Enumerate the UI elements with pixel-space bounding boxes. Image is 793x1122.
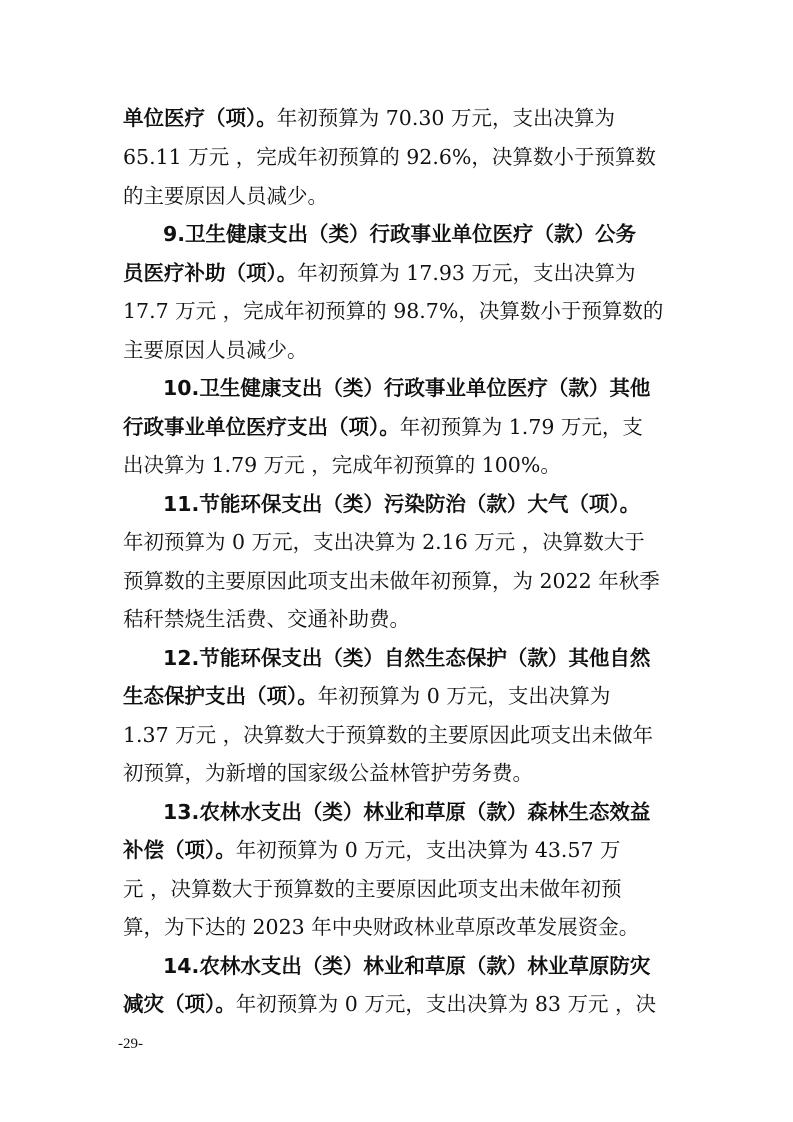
text-line xyxy=(123,990,678,1018)
text-line xyxy=(123,913,678,941)
bold-heading: 补偿（项）。 xyxy=(123,838,236,862)
bold-heading: 行政事业单位医疗支出（项）。 xyxy=(123,415,400,439)
body-text: 出决算为 1.79 万元 ，完成年初预算的 100%。 xyxy=(123,453,561,477)
body-text: 主要原因人员减少。 xyxy=(123,338,308,362)
text-line xyxy=(123,336,678,364)
bold-heading: 13.农林水支出（类）林业和草原（款）森林生态效益 xyxy=(163,800,651,824)
page-number: -29- xyxy=(118,1036,143,1052)
text-line xyxy=(163,644,678,672)
body-text: 1.37 万元 ，决算数大于预算数的主要原因此项支出未做年 xyxy=(123,723,654,747)
text-line xyxy=(123,759,678,787)
body-text: 初预算，为新增的国家级公益林管护劳务费。 xyxy=(123,761,533,785)
bold-heading: 员医疗补助（项）。 xyxy=(123,261,298,285)
text-line xyxy=(123,875,678,903)
body-text: 年初预算为 0 万元，支出决算为 43.57 万 xyxy=(235,838,621,862)
text-line xyxy=(123,297,678,325)
body-text: 年初预算为 0 万元，支出决算为 2.16 万元 ，决算数大于 xyxy=(123,530,645,554)
body-text: 年初预算为 17.93 万元，支出决算为 xyxy=(297,261,636,285)
bold-heading: 12.节能环保支出（类）自然生态保护（款）其他自然 xyxy=(163,646,651,670)
text-line xyxy=(123,143,678,171)
body-text: 年初预算为 1.79 万元，支 xyxy=(399,415,643,439)
body-text: 的主要原因人员减少。 xyxy=(123,184,328,208)
text-line xyxy=(123,259,678,287)
text-line xyxy=(123,451,678,479)
text-line xyxy=(123,182,678,210)
body-text: 算，为下达的 2023 年中央财政林业草原改革发展资金。 xyxy=(123,915,640,939)
body-text: 年初预算为 0 万元，支出决算为 xyxy=(317,684,611,708)
bold-heading: 生态保护支出（项）。 xyxy=(123,684,318,708)
text-line xyxy=(123,836,678,864)
text-line xyxy=(123,605,678,633)
bold-heading: 9.卫生健康支出（类）行政事业单位医疗（款）公务 xyxy=(163,222,637,246)
bold-heading: 减灾（项）。 xyxy=(123,992,236,1016)
body-text: 17.7 万元 ，完成年初预算的 98.7%，决算数小于预算数的 xyxy=(123,299,664,323)
text-line xyxy=(123,528,678,556)
body-text: 年初预算为 70.30 万元，支出决算为 xyxy=(276,106,615,130)
text-line xyxy=(163,798,678,826)
body-text: 年初预算为 0 万元，支出决算为 83 万元 ，决 xyxy=(235,992,656,1016)
bold-heading: 单位医疗（项）。 xyxy=(123,106,277,130)
body-text: 65.11 万元 ，完成年初预算的 92.6%，决算数小于预算数 xyxy=(123,145,656,169)
bold-heading: 11.节能环保支出（类）污染防治（款）大气（项）。 xyxy=(163,492,641,516)
text-line xyxy=(123,567,678,595)
text-line xyxy=(163,952,678,980)
bold-heading: 10.卫生健康支出（类）行政事业单位医疗（款）其他 xyxy=(163,376,651,400)
text-line xyxy=(123,413,678,441)
text-line xyxy=(163,374,678,402)
text-line xyxy=(123,104,678,132)
text-line xyxy=(163,490,678,518)
body-text: 秸秆禁烧生活费、交通补助费。 xyxy=(123,607,410,631)
bold-heading: 14.农林水支出（类）林业和草原（款）林业草原防灾 xyxy=(163,954,651,978)
body-text: 元 ，决算数大于预算数的主要原因此项支出未做年初预 xyxy=(123,877,622,901)
text-line xyxy=(123,721,678,749)
body-text: 预算数的主要原因此项支出未做年初预算，为 2022 年秋季 xyxy=(123,569,660,593)
text-line xyxy=(123,682,678,710)
text-line xyxy=(163,220,678,248)
